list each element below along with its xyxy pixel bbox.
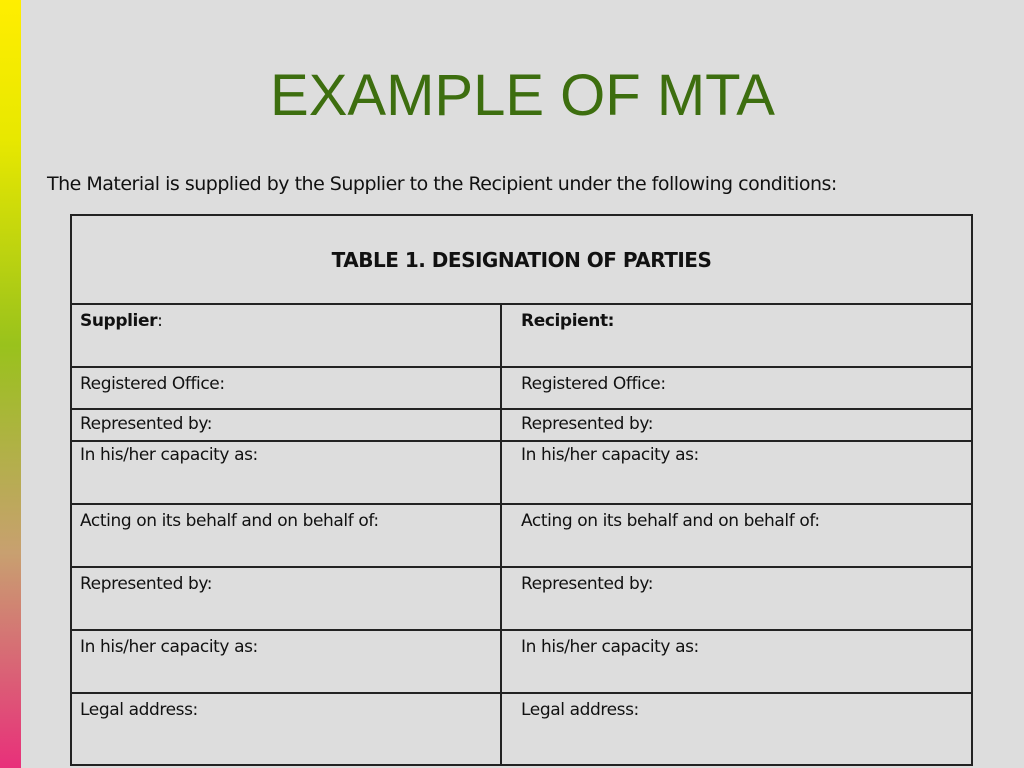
table-row <box>71 441 972 504</box>
supplier-label: Supplier <box>80 311 158 331</box>
table-row <box>71 630 972 693</box>
recipient-cell: Registered Office: <box>501 367 972 409</box>
recipient-cell: Represented by: <box>501 409 972 441</box>
recipient-cell: In his/her capacity as: <box>501 441 972 504</box>
supplier-header-cell <box>71 304 501 367</box>
table-row <box>71 693 972 765</box>
table-row <box>71 409 972 441</box>
supplier-cell: In his/her capacity as: <box>71 441 501 504</box>
parties-table <box>70 214 973 766</box>
supplier-cell: Acting on its behalf and on behalf of: <box>71 504 501 567</box>
table-row <box>71 504 972 567</box>
table-row <box>71 367 972 409</box>
recipient-cell: In his/her capacity as: <box>501 630 972 693</box>
supplier-cell: Represented by: <box>71 567 501 630</box>
supplier-cell: Legal address: <box>71 693 501 765</box>
recipient-cell: Acting on its behalf and on behalf of: <box>501 504 972 567</box>
table-caption-row <box>71 215 972 304</box>
table-row <box>71 567 972 630</box>
intro-text: The Material is supplied by the Supplier to the Recipient under the following conditions: <box>47 173 837 195</box>
table-header-row <box>71 304 972 367</box>
recipient-cell: Legal address: <box>501 693 972 765</box>
supplier-cell: In his/her capacity as: <box>71 630 501 693</box>
slide-title: EXAMPLE OF MTA <box>270 63 775 128</box>
recipient-header-cell: Recipient: <box>501 304 972 367</box>
supplier-cell: Represented by: <box>71 409 501 441</box>
recipient-cell: Represented by: <box>501 567 972 630</box>
table-caption: TABLE 1. DESIGNATION OF PARTIES <box>71 215 972 304</box>
supplier-label-colon: : <box>157 311 163 331</box>
decorative-gradient-stripe <box>0 0 21 768</box>
supplier-cell: Registered Office: <box>71 367 501 409</box>
